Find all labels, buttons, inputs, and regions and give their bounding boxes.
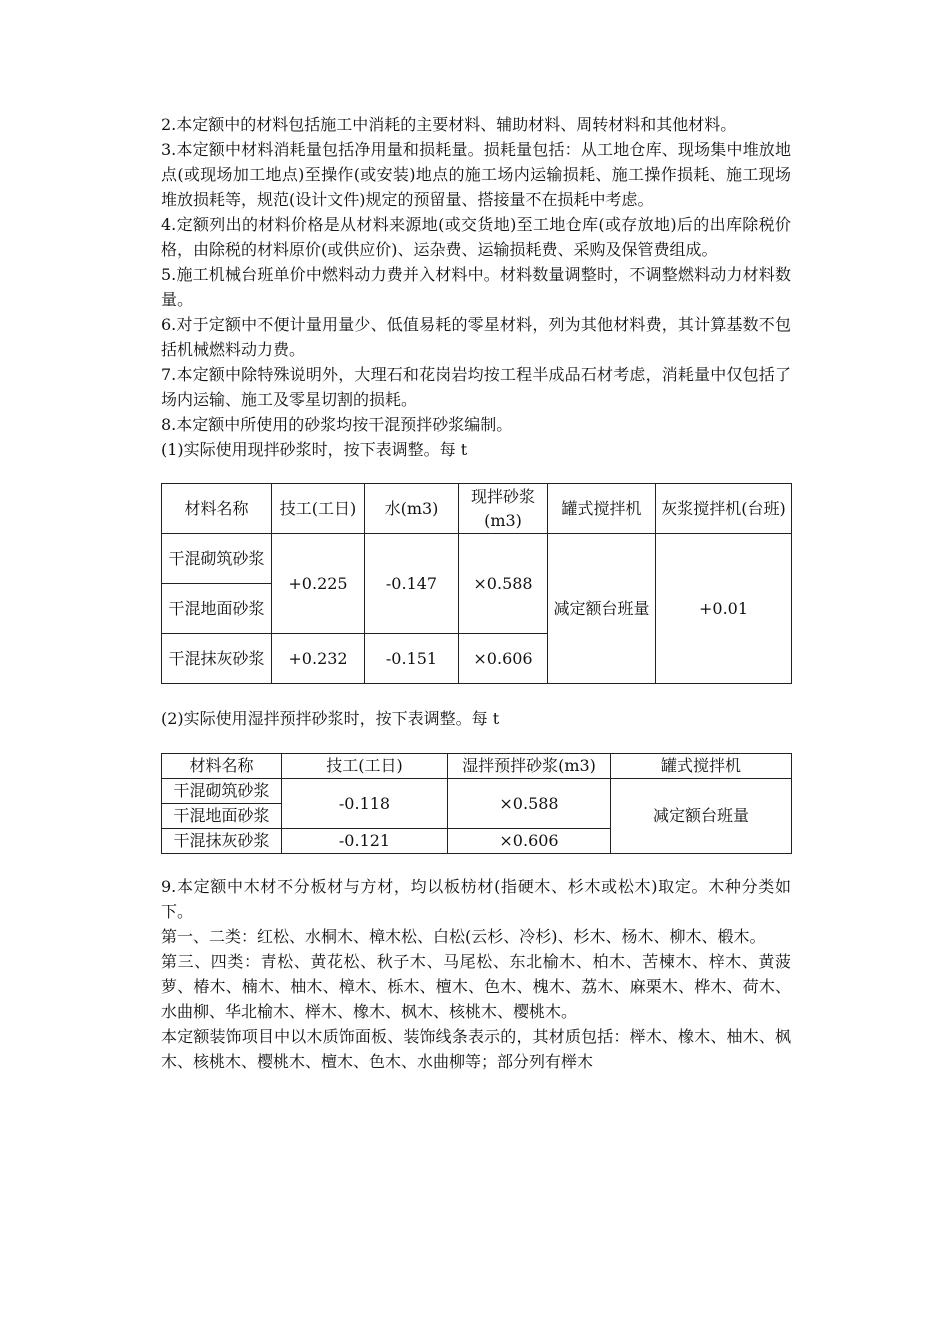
labor-value: -0.121 — [282, 829, 448, 854]
header-site-mortar: 现拌砂浆(m3) — [459, 484, 548, 534]
water-value: -0.147 — [365, 534, 459, 634]
header-mortar-mixer: 灰浆搅拌机(台班) — [656, 484, 792, 534]
header-labor: 技工(工日) — [282, 754, 448, 779]
header-material-name: 材料名称 — [162, 484, 272, 534]
table2-caption: (2)实际使用湿拌预拌砂浆时，按下表调整。每 t — [161, 709, 500, 728]
row-material-name: 干混砌筑砂浆 — [162, 534, 272, 584]
decorative-wood-note: 本定额装饰项目中以木质饰面板、装饰线条表示的，其材质包括：榉木、橡木、柚木、枫木、核桃木、樱桃木、檀木、色木、水曲柳等；部分列有榉木 — [161, 1027, 791, 1071]
labor-value: +0.232 — [272, 634, 365, 684]
wet-mortar-value: ×0.606 — [448, 829, 611, 854]
paragraph-7: 7.本定额中除特殊说明外，大理石和花岗岩均按工程半成品石材考虑，消耗量中仅包括了场内运输、施工及零星切割的损耗。 — [161, 365, 791, 409]
header-material-name: 材料名称 — [162, 754, 282, 779]
site-mortar-value: ×0.606 — [459, 634, 548, 684]
mortar-mixer-value: +0.01 — [656, 534, 792, 684]
document-page — [161, 112, 791, 1074]
paragraph-9: 9.本定额中木材不分板材与方材，均以板枋材(指硬木、杉木或松木)取定。木种分类如下。 — [161, 877, 791, 921]
water-value: -0.151 — [365, 634, 459, 684]
row-material-name: 干混地面砂浆 — [162, 584, 272, 634]
wet-mortar-value: ×0.588 — [448, 779, 611, 829]
row-material-name: 干混抹灰砂浆 — [162, 634, 272, 684]
header-tank-mixer: 罐式搅拌机 — [611, 754, 792, 779]
tank-mixer-value: 减定额台班量 — [611, 779, 792, 854]
site-mixed-mortar-table — [161, 483, 792, 684]
tank-mixer-value: 减定额台班量 — [548, 534, 656, 684]
row-material-name: 干混抹灰砂浆 — [162, 829, 282, 854]
wood-class-1-2: 第一、二类：红松、水桐木、樟木松、白松(云杉、冷杉)、杉木、杨木、柳木、椴木。 — [161, 927, 766, 946]
paragraph-3: 3.本定额中材料消耗量包括净用量和损耗量。损耗量包括：从工地仓库、现场集中堆放地点(或现场加工地点)至操作(或安装)地点的施工场内运输损耗、施工操作损耗、施工现场堆放损耗等，规范(设计文件)规定的预留量、搭接量不在损耗中考虑。 — [161, 140, 791, 209]
labor-value: -0.118 — [282, 779, 448, 829]
header-water: 水(m3) — [365, 484, 459, 534]
header-tank-mixer: 罐式搅拌机 — [548, 484, 656, 534]
table-row — [162, 534, 792, 584]
wood-class-3-4: 第三、四类：青松、黄花松、秋子木、马尾松、东北榆木、柏木、苦楝木、梓木、黄菠萝、椿木、楠木、柚木、樟木、栎木、檀木、色木、槐木、荔木、麻栗木、桦木、荷木、水曲柳、华北榆木、榉木、橡木、枫木、核桃木、樱桃木。 — [161, 952, 791, 1021]
paragraph-6: 6.对于定额中不便计量用量少、低值易耗的零星材料，列为其他材料费，其计算基数不包括机械燃料动力费。 — [161, 315, 791, 359]
row-material-name: 干混砌筑砂浆 — [162, 779, 282, 804]
site-mortar-value: ×0.588 — [459, 534, 548, 634]
row-material-name: 干混地面砂浆 — [162, 804, 282, 829]
header-wet-mortar: 湿拌预拌砂浆(m3) — [448, 754, 611, 779]
paragraph-4: 4.定额列出的材料价格是从材料来源地(或交货地)至工地仓库(或存放地)后的出库除税价格，由除税的材料原价(或供应价)、运杂费、运输损耗费、采购及保管费组成。 — [161, 215, 791, 259]
header-labor: 技工(工日) — [272, 484, 365, 534]
paragraph-5: 5.施工机械台班单价中燃料动力费并入材料中。材料数量调整时，不调整燃料动力材料数量。 — [161, 265, 791, 309]
paragraph-8: 8.本定额中所使用的砂浆均按干混预拌砂浆编制。 — [161, 415, 513, 434]
wet-mixed-mortar-table — [161, 753, 792, 854]
paragraph-2: 2.本定额中的材料包括施工中消耗的主要材料、辅助材料、周转材料和其他材料。 — [161, 115, 737, 134]
table1-caption: (1)实际使用现拌砂浆时，按下表调整。每 t — [161, 440, 468, 459]
table-header-row — [162, 754, 792, 779]
labor-value: +0.225 — [272, 534, 365, 634]
table-row — [162, 779, 792, 804]
table-header-row — [162, 484, 792, 534]
